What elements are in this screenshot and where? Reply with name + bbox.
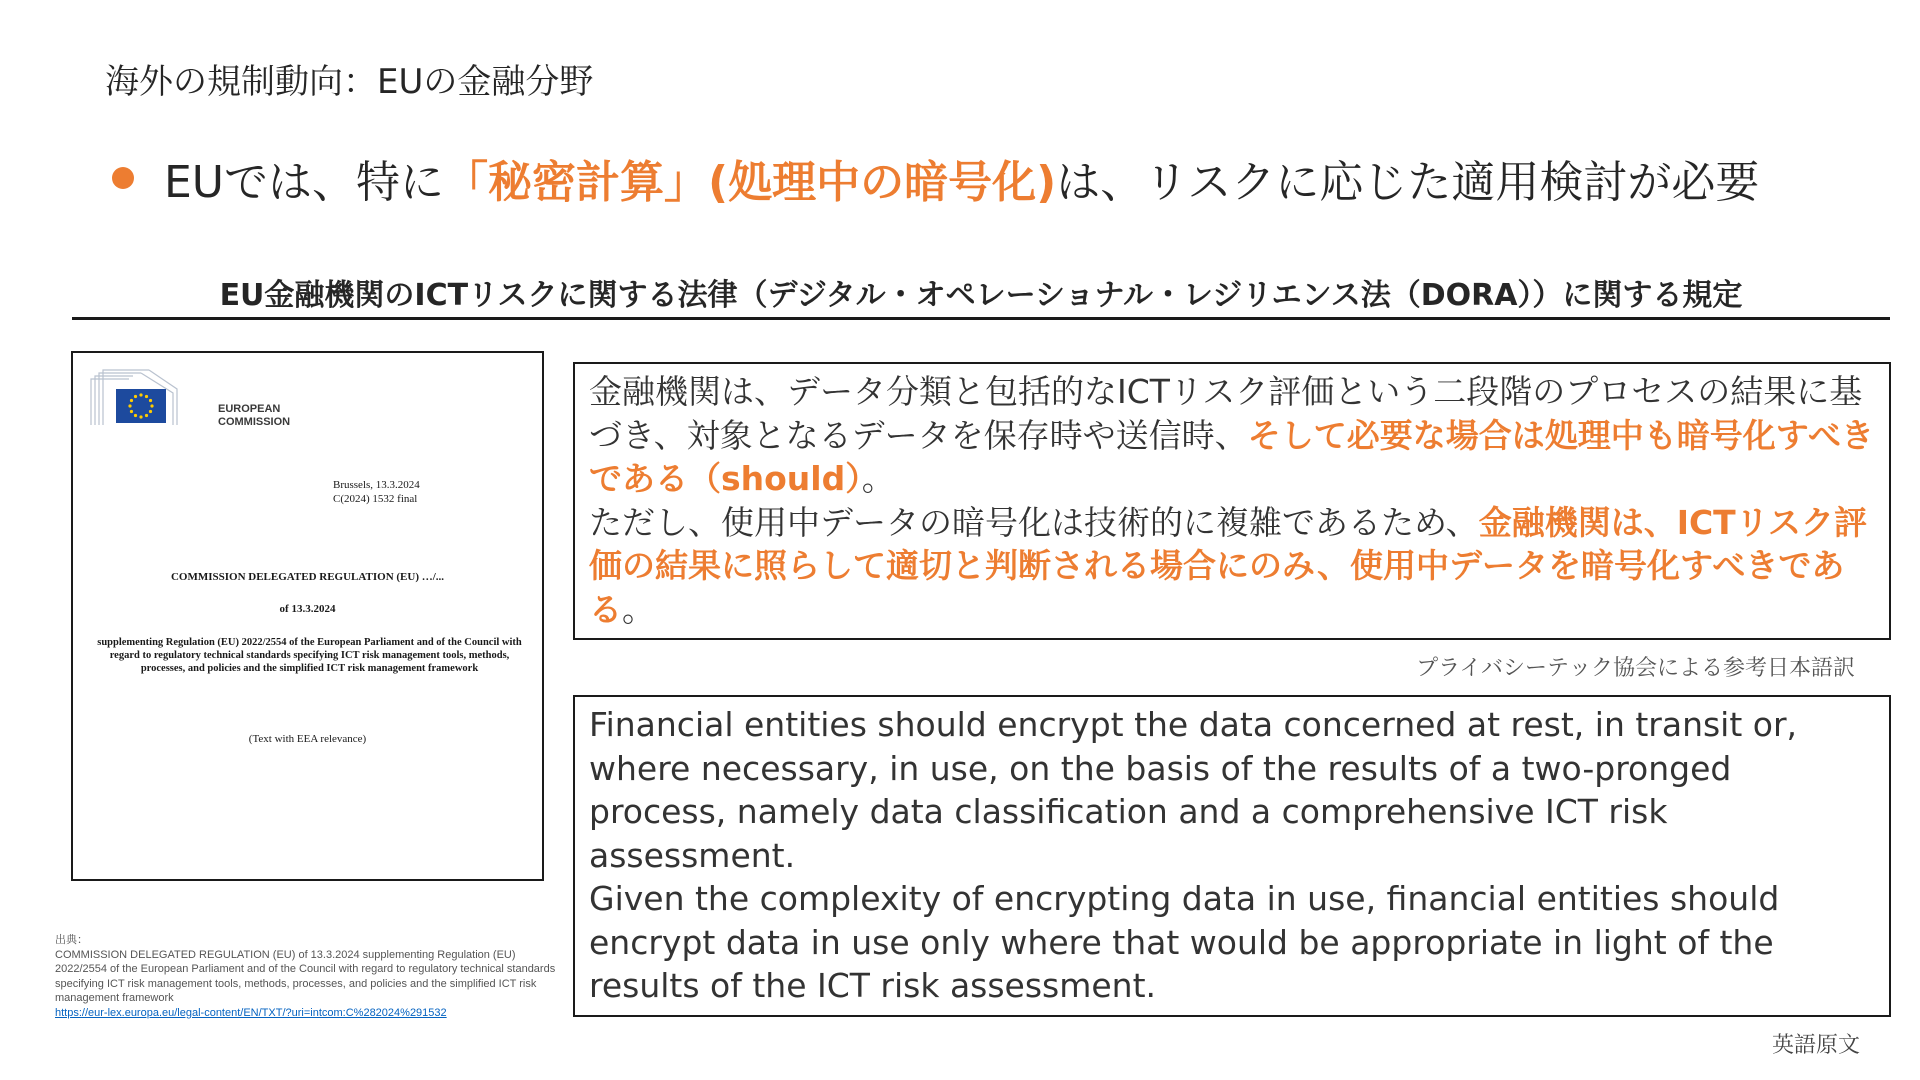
original-paragraph-1: Financial entities should encrypt the data concerned at rest, in transit or, where necessary, in use, on the basis of the results of a two-pronged process, namely data classification and a comprehensive ICT risk assessment. — [589, 705, 1798, 875]
heading-divider — [72, 317, 1890, 320]
eu-star — [134, 414, 137, 417]
translation-text: 金融機関は、データ分類と包括的なICTリスク評価という二段階のプロセスの結果に基づき、対象となるデータを保存時や送信時、 — [589, 372, 1863, 455]
eu-star — [149, 410, 152, 413]
eu-star — [130, 399, 133, 402]
eu-star — [128, 404, 131, 407]
document-place-date — [333, 478, 420, 506]
translation-punctuation: 。 — [861, 459, 895, 498]
document-reference: C(2024) 1532 final — [333, 493, 418, 505]
key-message-prefix: EUでは、特に — [164, 157, 445, 208]
eu-star — [150, 404, 153, 407]
eu-star — [139, 393, 142, 396]
organization-name-line2: COMMISSION — [218, 416, 291, 428]
source-label: 出典： — [55, 934, 88, 946]
translation-highlight: 金融機関は、ICTリスク評価の結果に照らして適切と判断される場合にのみ、使用中データを暗号化すべきである — [589, 502, 1868, 629]
eu-star — [134, 395, 137, 398]
translation-highlight: そして必要な場合は処理中も暗号化すべきである（should） — [589, 415, 1875, 498]
organization-name — [218, 403, 290, 429]
original-paragraph-2: Given the complexity of encrypting data in use, financial entities should encrypt data in use only where that would be appropriate in light of the results of the ICT risk assessment. — [589, 879, 1780, 1005]
english-original-box — [573, 695, 1891, 1017]
translation-punctuation: 。 — [622, 589, 655, 629]
organization-name-line1: EUROPEAN — [218, 403, 281, 415]
translation-caption: プライバシーテック協会による参考日本語訳 — [1416, 656, 1855, 681]
section-heading: EU金融機関のICTリスクに関する法律（デジタル・オペレーショナル・レジリエンス法（DORA））に関する規定 — [219, 278, 1743, 313]
eu-star — [139, 415, 142, 418]
regulation-date: of 13.3.2024 — [279, 603, 336, 615]
key-message-highlight: 「秘密計算」(処理中の暗号化) — [444, 157, 1057, 208]
source-citation — [55, 933, 560, 1020]
regulation-title: COMMISSION DELEGATED REGULATION (EU) …/... — [170, 571, 445, 583]
european-commission-logo — [89, 367, 234, 427]
eu-star — [130, 410, 133, 413]
eu-star — [149, 399, 152, 402]
key-message-suffix: は、リスクに応じた適用検討が必要 — [1056, 157, 1760, 208]
place-date: Brussels, 13.3.2024 — [333, 479, 420, 491]
bullet-dot — [112, 167, 134, 189]
page-title: 海外の規制動向：EUの金融分野 — [105, 62, 594, 102]
translation-paragraph-2 — [589, 501, 1875, 632]
key-message — [112, 146, 1759, 210]
translation-text: ただし、使用中データの暗号化は技術的に複雑であるため、 — [589, 502, 1479, 542]
eu-star — [145, 395, 148, 398]
translation-paragraph-1 — [589, 370, 1875, 501]
japanese-translation-box — [573, 362, 1891, 640]
eu-star — [145, 414, 148, 417]
regulation-subject: supplementing Regulation (EU) 2022/2554 of the European Parliament and of the Council with regard to regulatory technical standards specifying ICT risk management tools, methods, processes, and policies and the simplified ICT risk management framework — [97, 637, 522, 674]
regulation-document-thumbnail — [71, 351, 544, 881]
eea-relevance-note: (Text with EEA relevance) — [248, 733, 367, 745]
original-caption: 英語原文 — [1771, 1033, 1860, 1058]
source-link[interactable]: https://eur-lex.europa.eu/legal-content/EN/TXT/?uri=intcom:C%282024%291532 — [55, 1006, 447, 1019]
source-text: COMMISSION DELEGATED REGULATION (EU) of 13.3.2024 supplementing Regulation (EU) 2022/2554 of the European Parliament and of the Council with regard to regulatory technical standards specifying ICT risk management tools, methods, processes, and policies and the simplified ICT risk management framework — [55, 948, 556, 1004]
